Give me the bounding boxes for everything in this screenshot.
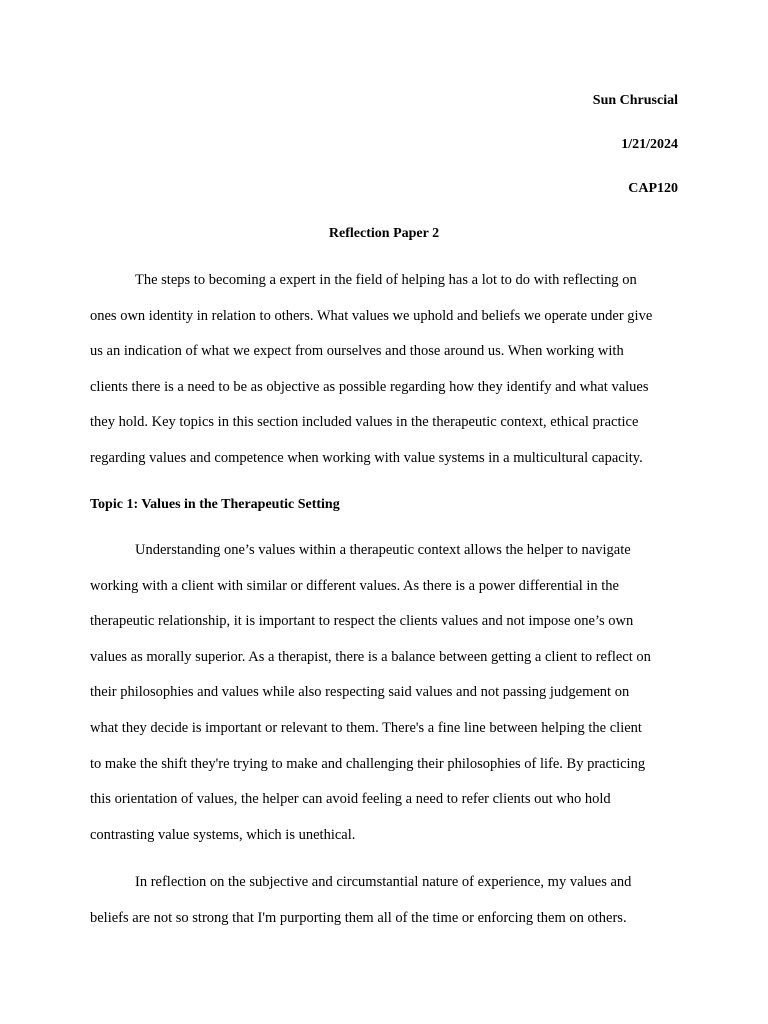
topic1-paragraph-1 bbox=[90, 540, 680, 860]
topic1-heading: Topic 1: Values in the Therapeutic Setting bbox=[90, 497, 340, 512]
document-page bbox=[90, 0, 678, 1024]
paragraph-line: ones own identity in relation to others. What values we uphold and beliefs we operate under give bbox=[90, 307, 653, 324]
paragraph-line: therapeutic relationship, it is important to respect the clients values and not impose one’s own bbox=[90, 613, 634, 630]
paragraph-line: The steps to becoming a expert in the field of helping has a lot to do with reflecting on bbox=[135, 272, 637, 288]
paragraph-line: working with a client with similar or different values. As there is a power differential in the bbox=[90, 577, 619, 594]
paragraph-line: their philosophies and values while also respecting said values and not passing judgement on bbox=[90, 684, 630, 701]
course-code: CAP120 bbox=[628, 181, 678, 196]
paragraph-line: Understanding one’s values within a therapeutic context allows the helper to navigate bbox=[135, 542, 631, 558]
paragraph-line: what they decide is important or relevant to them. There's a fine line between helping the client bbox=[90, 719, 642, 736]
paragraph-line: us an indication of what we expect from ourselves and those around us. When working with bbox=[90, 343, 624, 360]
paragraph-line: clients there is a need to be as objective as possible regarding how they identify and what values bbox=[90, 378, 649, 395]
paragraph-line: regarding values and competence when working with value systems in a multicultural capacity. bbox=[90, 449, 643, 466]
intro-paragraph bbox=[90, 270, 680, 484]
paper-date: 1/21/2024 bbox=[621, 137, 678, 152]
paper-title: Reflection Paper 2 bbox=[328, 226, 440, 241]
paragraph-line: values as morally superior. As a therapist, there is a balance between getting a client to reflect on bbox=[90, 648, 651, 665]
paragraph-line: this orientation of values, the helper can avoid feeling a need to refer clients out who hold bbox=[90, 791, 611, 808]
paragraph-line: they hold. Key topics in this section included values in the therapeutic context, ethical practice bbox=[90, 414, 639, 431]
author-name: Sun Chruscial bbox=[592, 93, 678, 108]
paragraph-line: to make the shift they're trying to make and challenging their philosophies of life. By practicing bbox=[90, 755, 646, 772]
paragraph-line: In reflection on the subjective and circumstantial nature of experience, my values and bbox=[135, 874, 632, 890]
paragraph-line: beliefs are not so strong that I'm purporting them all of the time or enforcing them on others. bbox=[90, 909, 627, 926]
paragraph-line: contrasting value systems, which is unethical. bbox=[90, 826, 356, 843]
topic1-paragraph-2 bbox=[90, 872, 680, 943]
